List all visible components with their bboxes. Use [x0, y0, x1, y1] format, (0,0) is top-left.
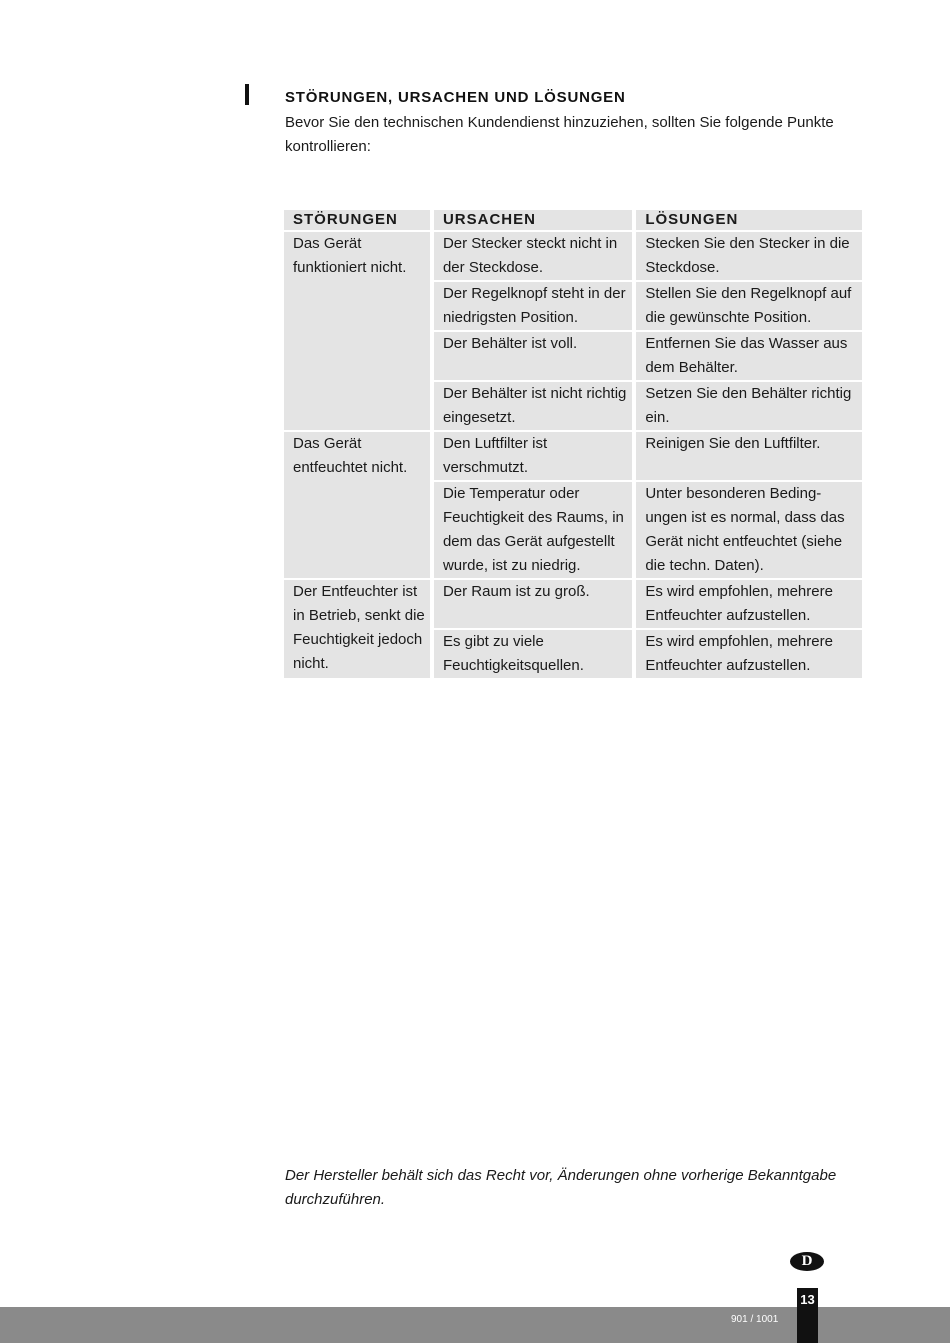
solution-cell: Es wird empfohlen, mehrere Entfeuchter aufzustellen.	[636, 580, 862, 628]
solution-cell: Setzen Sie den Behälter richtig ein.	[636, 382, 862, 430]
table-row	[284, 432, 862, 480]
cause-cell: Der Raum ist zu groß.	[434, 580, 632, 628]
language-badge: D	[790, 1252, 824, 1271]
solution-cell: Entfernen Sie das Wasser aus dem Behälter.	[636, 332, 862, 380]
section-title: STÖRUNGEN, URSACHEN UND LÖSUNGEN	[285, 89, 626, 106]
cause-cell: Der Regelknopf steht in der niedrigsten Position.	[434, 282, 632, 330]
page-number: 13	[800, 1292, 815, 1307]
cause-cell: Der Stecker steckt nicht in der Steckdose.	[434, 232, 632, 280]
solution-cell: Unter besonderen Beding-ungen ist es normal, dass das Gerät nicht entfeuchtet (siehe die techn. Daten).	[636, 482, 862, 578]
header-faults: STÖRUNGEN	[284, 210, 430, 230]
solution-cell: Stellen Sie den Regelknopf auf die gewünschte Position.	[636, 282, 862, 330]
table-header-row	[284, 210, 862, 230]
section-marker	[245, 84, 249, 105]
cause-cell: Der Behälter ist nicht richtig eingesetzt.	[434, 382, 632, 430]
cause-cell: Der Behälter ist voll.	[434, 332, 632, 380]
intro-text: Bevor Sie den technischen Kundendienst hinzuziehen, sollten Sie folgende Punkte kontrollieren:	[285, 114, 834, 155]
solution-cell: Stecken Sie den Stecker in die Steckdose.	[636, 232, 862, 280]
manufacturer-disclaimer: Der Hersteller behält sich das Recht vor, Änderungen ohne vorherige Bekanntgabe durchzuführen.	[285, 1167, 837, 1208]
fault-cell: Das Gerät funktioniert nicht.	[284, 232, 430, 430]
fault-cell: Das Gerät entfeuchtet nicht.	[284, 432, 430, 578]
solution-cell: Es wird empfohlen, mehrere Entfeuchter aufzustellen.	[636, 630, 862, 678]
solution-cell: Reinigen Sie den Luftfilter.	[636, 432, 862, 480]
cause-cell: Den Luftfilter ist verschmutzt.	[434, 432, 632, 480]
header-solutions: LÖSUNGEN	[636, 210, 862, 230]
troubleshooting-table	[280, 208, 866, 680]
header-causes: URSACHEN	[434, 210, 632, 230]
cause-cell: Es gibt zu viele Feuchtigkeitsquellen.	[434, 630, 632, 678]
document-code: 901 / 1001	[731, 1314, 779, 1325]
cause-cell: Die Temperatur oder Feuchtigkeit des Raums, in dem das Gerät aufgestellt wurde, ist zu niedrig.	[434, 482, 632, 578]
fault-cell: Der Entfeuchter ist in Betrieb, senkt die Feuchtigkeit jedoch nicht.	[284, 580, 430, 678]
table-row	[284, 580, 862, 628]
table-row	[284, 232, 862, 280]
